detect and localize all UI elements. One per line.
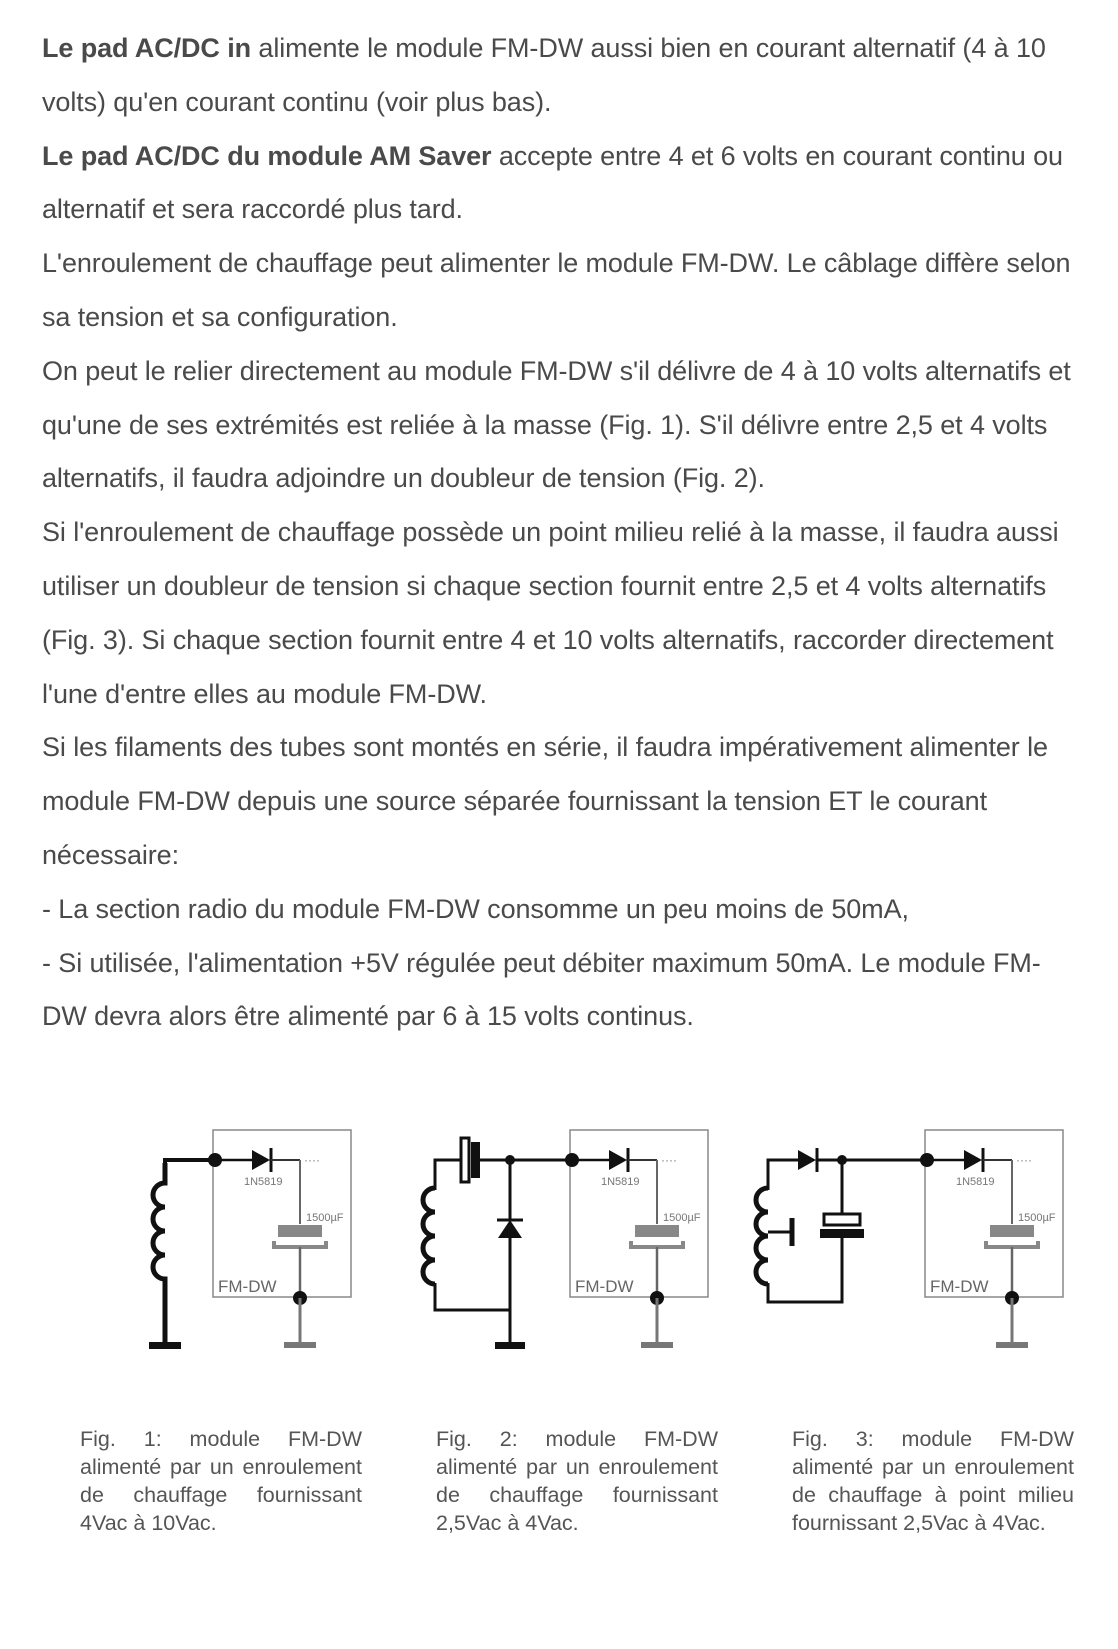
figure-3-caption: Fig. 3: module FM-DW alimenté par un enroulement de chauffage à point milieu fournissant 2,5Vac à 4Vac. bbox=[792, 1427, 1074, 1535]
paragraph-3: L'enroulement de chauffage peut alimenter le module FM-DW. Le câblage diffère selon sa tension et sa configuration. bbox=[42, 248, 1071, 332]
figure-3-schematic bbox=[750, 1128, 1056, 1378]
svg-text:····: ···· bbox=[1016, 1153, 1032, 1167]
heater-winding-coil bbox=[756, 1188, 768, 1284]
capacitor-label: 1500µF bbox=[663, 1212, 701, 1224]
article-body bbox=[42, 22, 1082, 1044]
paragraph-2: Le pad AC/DC du module AM Saver accepte entre 4 et 6 volts en courant continu ou alternatif et sera raccordé plus tard. bbox=[42, 140, 1063, 225]
paragraph-6: Si les filaments des tubes sont montés en série, il faudra impérativement alimenter le module FM-DW depuis une source séparée fournissant la tension ET le courant nécessaire: bbox=[42, 732, 1048, 870]
diode-symbol bbox=[964, 1150, 982, 1170]
ground-symbol bbox=[284, 1342, 316, 1348]
diode-label: 1N5819 bbox=[956, 1176, 995, 1188]
capacitor-symbol bbox=[278, 1225, 322, 1237]
module-label: FM-DW bbox=[218, 1277, 277, 1296]
diode-label: 1N5819 bbox=[244, 1176, 283, 1188]
ground-symbol bbox=[641, 1342, 673, 1348]
paragraph-5: Si l'enroulement de chauffage possède un point milieu relié à la masse, il faudra aussi utiliser un doubleur de tension si chaque section fournit entre 2,5 et 4 volts alternatifs (Fig. 3). Si chaque section fournit entre 4 et 10 volts alternatifs, raccorder directement l'une d'entre elles au module FM-DW. bbox=[42, 517, 1059, 709]
svg-text:····: ···· bbox=[304, 1153, 320, 1167]
diode-symbol bbox=[252, 1150, 270, 1170]
capacitor-symbol bbox=[461, 1138, 469, 1182]
figure-1-caption: Fig. 1: module FM-DW alimenté par un enroulement de chauffage fournissant 4Vac à 10Vac. bbox=[80, 1427, 362, 1535]
figure-2-caption: Fig. 2: module FM-DW alimenté par un enroulement de chauffage fournissant 2,5Vac à 4Vac. bbox=[436, 1427, 718, 1535]
bullet-2: - Si utilisée, l'alimentation +5V régulée peut débiter maximum 50mA. Le module FM-DW devra alors être alimenté par 6 à 15 volts continus. bbox=[42, 947, 1041, 1032]
ground-symbol bbox=[495, 1342, 525, 1349]
figure-2-schematic bbox=[415, 1128, 715, 1378]
svg-text:····: ···· bbox=[661, 1153, 677, 1167]
paragraph-4: On peut le relier directement au module FM-DW s'il délivre de 4 à 10 volts alternatifs et qu'une de ses extrémités est reliée à la masse (Fig. 1). S'il délivre entre 2,5 et 4 volts alternatifs, il faudra adjoindre un doubleur de tension (Fig. 2). bbox=[42, 355, 1071, 494]
bullet-1: - La section radio du module FM-DW consomme un peu moins de 50mA, bbox=[42, 893, 909, 924]
capacitor-label: 1500µF bbox=[1018, 1212, 1056, 1224]
heater-winding-coil bbox=[153, 1163, 165, 1343]
module-label: FM-DW bbox=[575, 1277, 634, 1296]
figure-1-schematic bbox=[140, 1128, 440, 1378]
heater-winding-coil bbox=[423, 1188, 435, 1284]
capacitor-label: 1500µF bbox=[306, 1212, 344, 1224]
diode-symbol bbox=[498, 1220, 522, 1238]
diode-label: 1N5819 bbox=[601, 1176, 640, 1188]
capacitor-symbol bbox=[635, 1225, 679, 1237]
capacitor-symbol bbox=[990, 1225, 1034, 1237]
module-label: FM-DW bbox=[930, 1277, 989, 1296]
wire bbox=[165, 1160, 215, 1165]
diode-symbol bbox=[609, 1150, 627, 1170]
capacitor-symbol bbox=[824, 1214, 860, 1225]
ground-symbol bbox=[149, 1342, 181, 1349]
diode-symbol bbox=[798, 1150, 816, 1170]
ground-symbol bbox=[996, 1342, 1028, 1348]
paragraph-1: Le pad AC/DC in alimente le module FM-DW aussi bien en courant alternatif (4 à 10 volts) qu'en courant continu (voir plus bas). bbox=[42, 33, 1046, 117]
